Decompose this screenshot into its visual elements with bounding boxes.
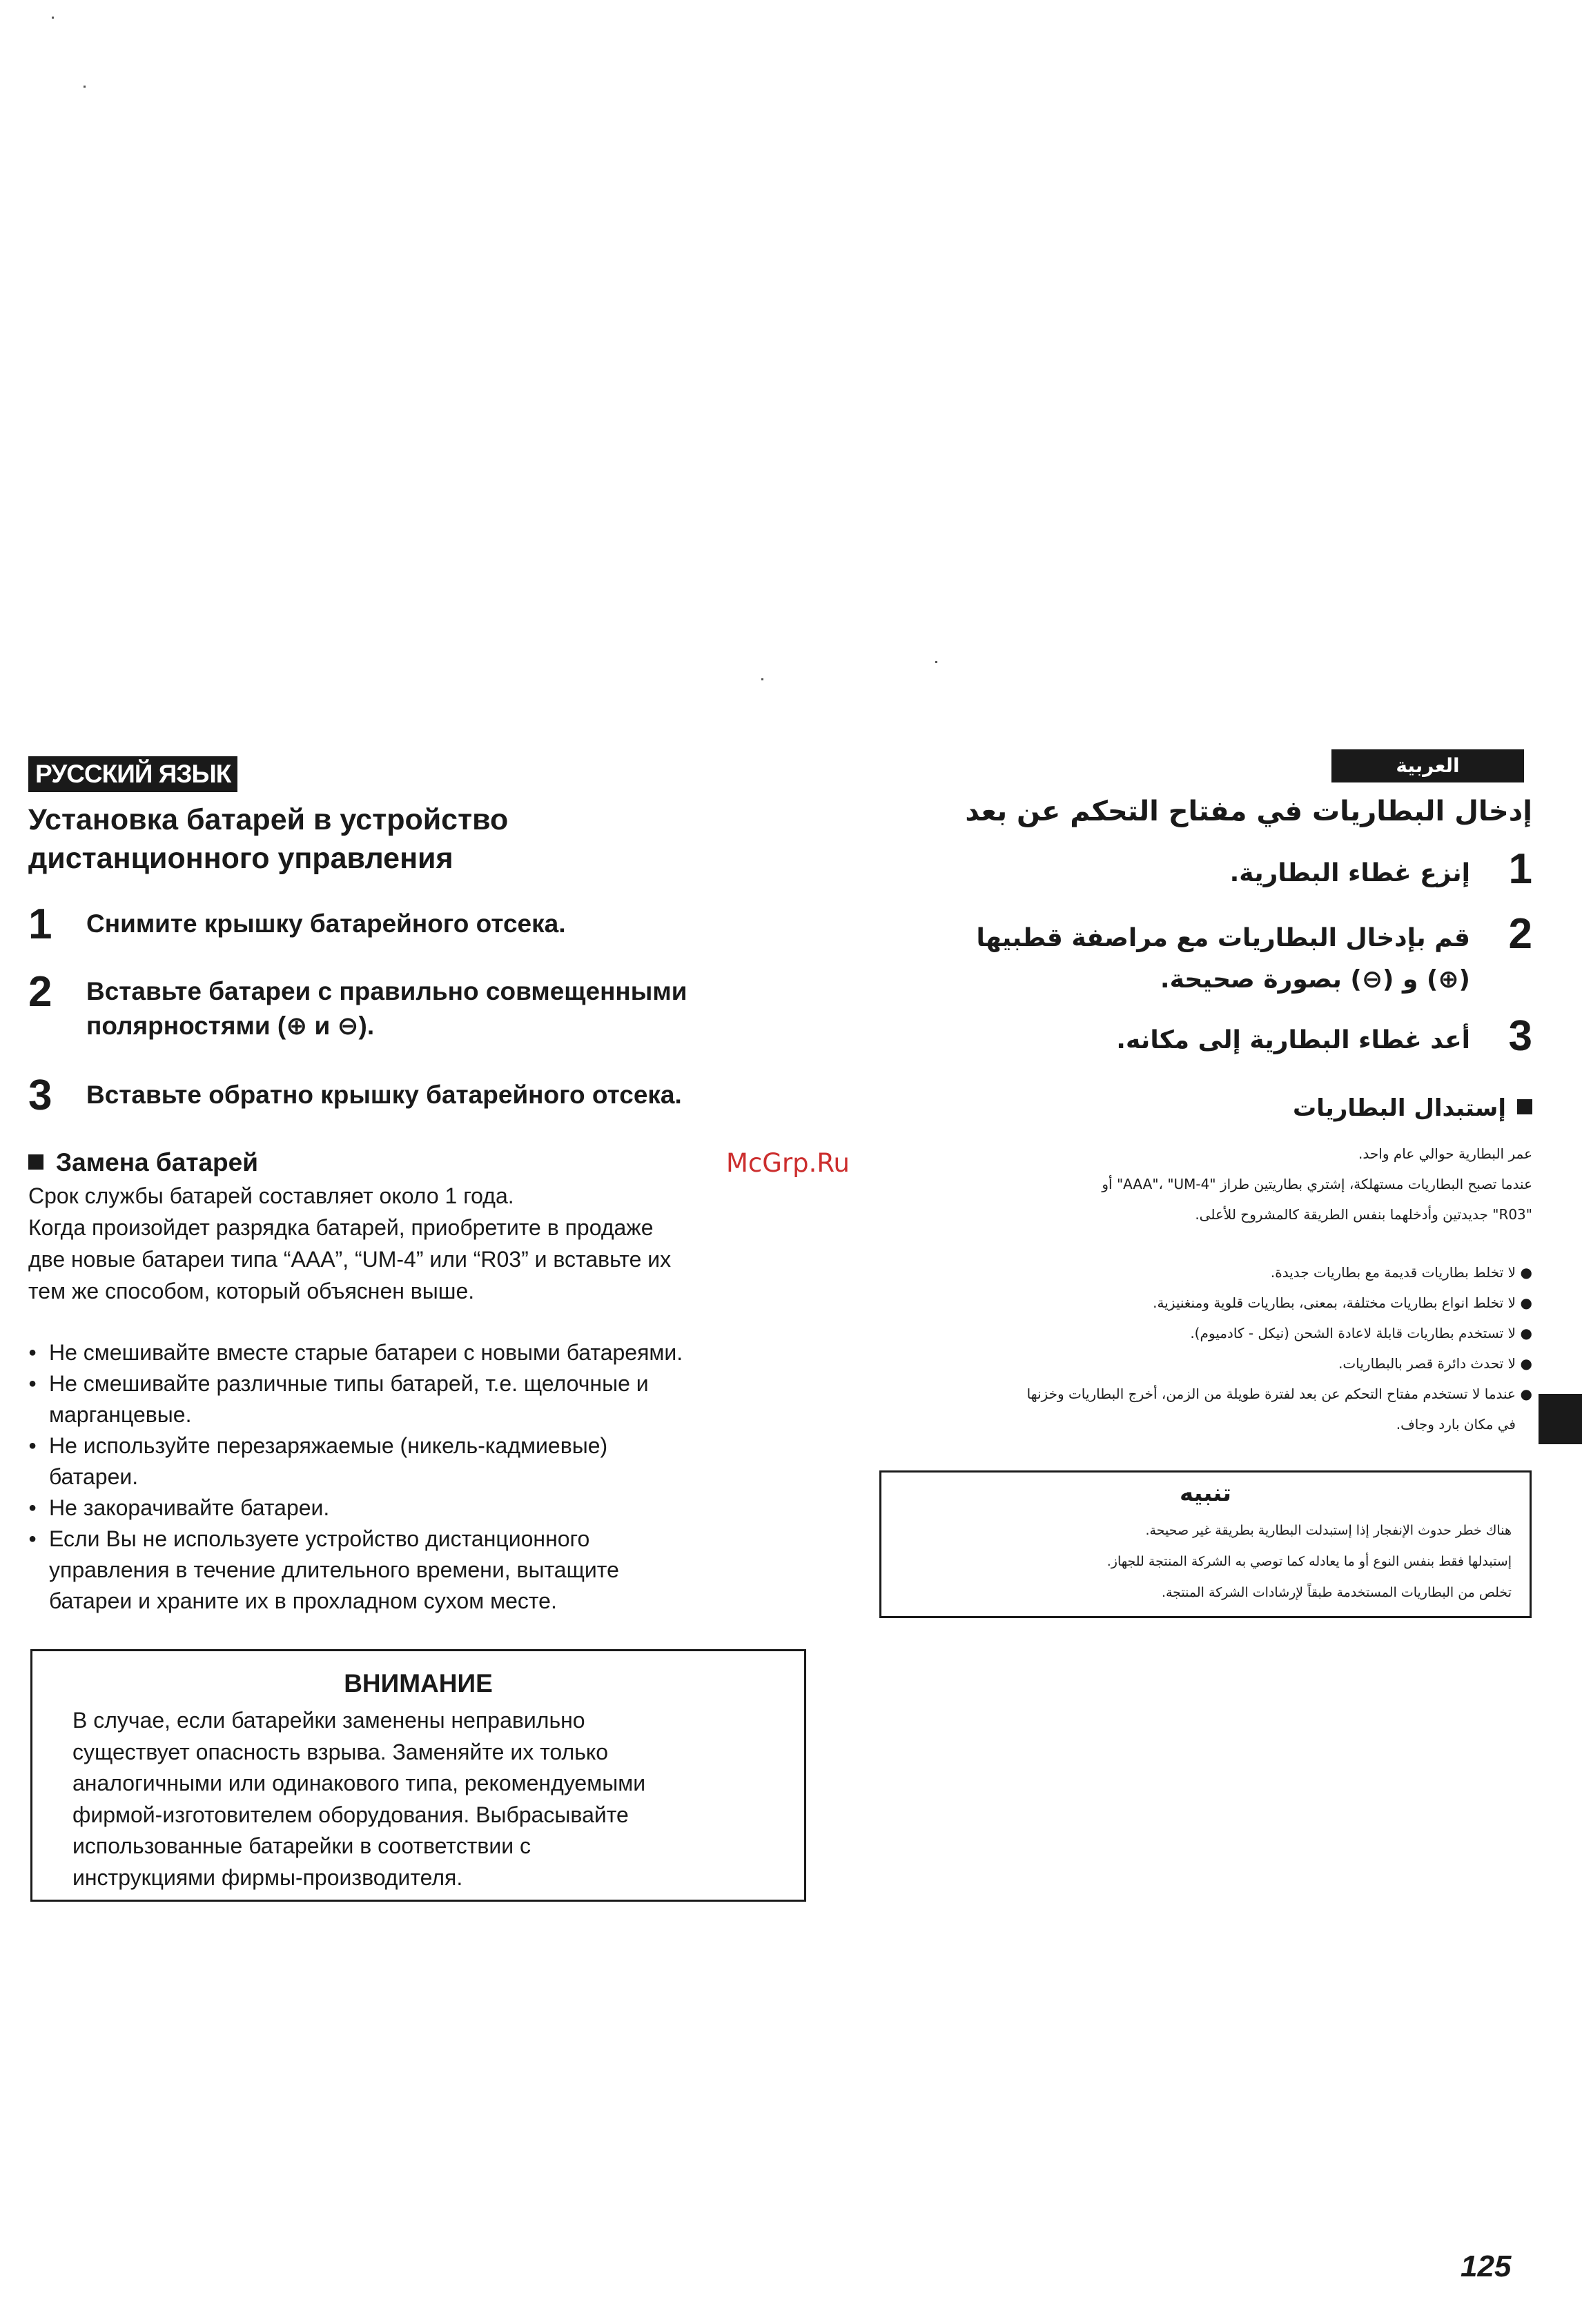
paragraph-line: "R03" جديدتين وأدخلهما بنفس الطريقة كالمشروح للأعلى.: [1195, 1206, 1532, 1223]
caution-line: هناك خطر حدوث الإنفجار إذا إستبدلت البطارية بطريقة غير صحيحة.: [1145, 1523, 1512, 1538]
russian-caution-box: [30, 1649, 806, 1902]
paragraph-line: عندما تصبح البطاريات مستهلكة، إشتري بطاريتين طراز "AAA"، "UM-4" أو: [1102, 1176, 1532, 1192]
bullet-line: батареи.: [49, 1464, 139, 1489]
bullet-line: ● Не смешивайте вместе старые батареи с новыми батареями.: [49, 1340, 683, 1365]
step-text: إنزع غطاء البطارية.: [1229, 859, 1470, 887]
paragraph-line: Когда произойдет разрядка батарей, приобретите в продаже: [28, 1215, 654, 1240]
arabic-paragraph: [856, 1139, 1532, 1230]
title-line: дистанционного управления: [28, 842, 453, 875]
list-item: [842, 1379, 1532, 1439]
step-text: Снимите крышку батарейного отсека.: [86, 909, 566, 938]
list-item: [28, 1430, 808, 1493]
step-number: 3: [28, 1072, 52, 1119]
list-item: [28, 1368, 808, 1430]
step-number: 2: [28, 968, 52, 1016]
section-thumb-tab: [1539, 1394, 1582, 1444]
scan-speck: [52, 17, 54, 19]
paragraph-line: عمر البطارية حوالي عام واحد.: [1358, 1145, 1532, 1162]
scan-speck: [84, 86, 86, 88]
caution-title: ВНИМАНИЕ: [344, 1669, 493, 1697]
list-item: [28, 1524, 808, 1617]
bullet-line: ● لا تستخدم بطاريات قابلة لاعادة الشحن (نيكل - كادميوم).: [1190, 1325, 1516, 1341]
bullet-line: ● عندما لا تستخدم مفتاح التحكم عن بعد لفترة طويلة من الزمن، أخرج البطاريات وخزنها: [1026, 1386, 1516, 1402]
arabic-subheading: [1293, 1092, 1532, 1125]
bullet-line: батареи и храните их в прохладном сухом месте.: [49, 1588, 557, 1613]
bullet-line: ● لا تحدث دائرة قصر بالبطاريات.: [1338, 1355, 1516, 1372]
paragraph-line: Срок службы батарей составляет около 1 года.: [28, 1183, 514, 1208]
bullet-line: ● Не используйте перезаряжаемые (никель-кадмиевые): [49, 1433, 608, 1458]
list-item: [28, 1337, 808, 1368]
caution-title: تنبيه: [1179, 1479, 1232, 1507]
caution-text: [72, 1705, 790, 1893]
caution-line: В случае, если батарейки заменены неправильно: [72, 1708, 585, 1733]
bullet-line: ● لا تخلط بطاريات قديمة مع بطاريات جديدة.: [1270, 1264, 1516, 1281]
step-text: полярностями (⊕ и ⊖).: [86, 1012, 375, 1040]
subheading-text: Замена батарей: [56, 1148, 258, 1176]
scan-speck: [935, 661, 937, 663]
bullet-line: ● Не смешивайте различные типы батарей, т.е. щелочные и: [49, 1371, 649, 1396]
bullet-line: ● لا تخلط انواع بطاريات مختلفة، بمعنى، بطاريات قلوية ومنغنيزية.: [1153, 1294, 1516, 1311]
caution-line: существует опасность взрыва. Заменяйте их только: [72, 1739, 609, 1764]
bullet-line: марганцевые.: [49, 1402, 192, 1427]
arabic-step-3: [842, 1012, 1532, 1061]
bullet-line: ● Не закорачивайте батареи.: [49, 1495, 330, 1520]
caution-line: фирмой-изготовителем оборудования. Выбрасывайте: [72, 1802, 629, 1827]
square-bullet-icon: [28, 1154, 43, 1170]
scan-speck: [761, 678, 763, 680]
russian-step-1: [28, 900, 801, 948]
step-text: قم بإدخال البطاريات مع مراصفة قطبيها: [976, 924, 1470, 952]
watermark: McGrp.Ru: [726, 1148, 850, 1178]
caution-text: [904, 1515, 1512, 1608]
russian-language-tag: РУССКИЙ ЯЗЫК: [28, 756, 237, 792]
title-line: Установка батарей в устройство: [28, 803, 509, 836]
list-item: [28, 1493, 808, 1524]
caution-line: использованные батарейки в соответствии с: [72, 1833, 531, 1858]
russian-step-2: [28, 968, 801, 1043]
arabic-language-tag: العربية: [1331, 749, 1524, 782]
russian-section-title: [28, 800, 760, 878]
arabic-step-2: [842, 910, 1532, 1001]
list-item: [842, 1288, 1532, 1318]
bullet-line: ● Если Вы не используете устройство дистанционного: [49, 1526, 590, 1551]
step-number: 2: [1508, 910, 1532, 958]
list-item: [842, 1348, 1532, 1379]
step-text: أعد غطاء البطارية إلى مكانه.: [1116, 1026, 1470, 1054]
page-number: 125: [1461, 2249, 1512, 2283]
bullet-line: управления в течение длительного времени, вытащите: [49, 1557, 619, 1582]
step-number: 1: [28, 900, 52, 948]
subheading-text: إستبدال البطاريات: [1293, 1094, 1506, 1122]
step-text: Вставьте обратно крышку батарейного отсека.: [86, 1081, 682, 1109]
russian-step-3: [28, 1072, 801, 1119]
caution-line: تخلص من البطاريات المستخدمة طبقاً لإرشادات الشركة المنتجة.: [1161, 1585, 1512, 1600]
step-text: Вставьте батареи с правильно совмещенными: [86, 977, 687, 1005]
russian-subheading: [28, 1147, 258, 1179]
bullet-line: في مكان بارد وجاف.: [1396, 1416, 1516, 1432]
caution-line: инструкциями фирмы-производителя.: [72, 1864, 463, 1890]
russian-paragraph: [28, 1180, 801, 1307]
caution-line: إستبدلها فقط بنفس النوع أو ما يعادله كما توصي به الشركة المنتجة للجهاز.: [1106, 1554, 1512, 1569]
arabic-section-title: إدخال البطاريات في مفتاح التحكم عن بعد: [965, 796, 1532, 827]
list-item: [842, 1318, 1532, 1348]
caution-line: аналогичными или одинакового типа, рекомендуемыми: [72, 1771, 646, 1795]
step-number: 1: [1508, 845, 1532, 893]
paragraph-line: две новые батареи типа “AAA”, “UM-4” или “R03” и вставьте их: [28, 1247, 672, 1272]
arabic-caution-box: [879, 1470, 1532, 1618]
square-bullet-icon: [1517, 1099, 1532, 1114]
step-text: (⊕) و (⊖) بصورة صحيحة.: [1160, 965, 1470, 994]
russian-bullet-list: [28, 1337, 808, 1617]
list-item: [842, 1257, 1532, 1288]
step-number: 3: [1508, 1012, 1532, 1060]
arabic-bullet-list: [842, 1257, 1532, 1439]
arabic-step-1: [842, 845, 1532, 894]
paragraph-line: тем же способом, который объяснен выше.: [28, 1279, 475, 1303]
